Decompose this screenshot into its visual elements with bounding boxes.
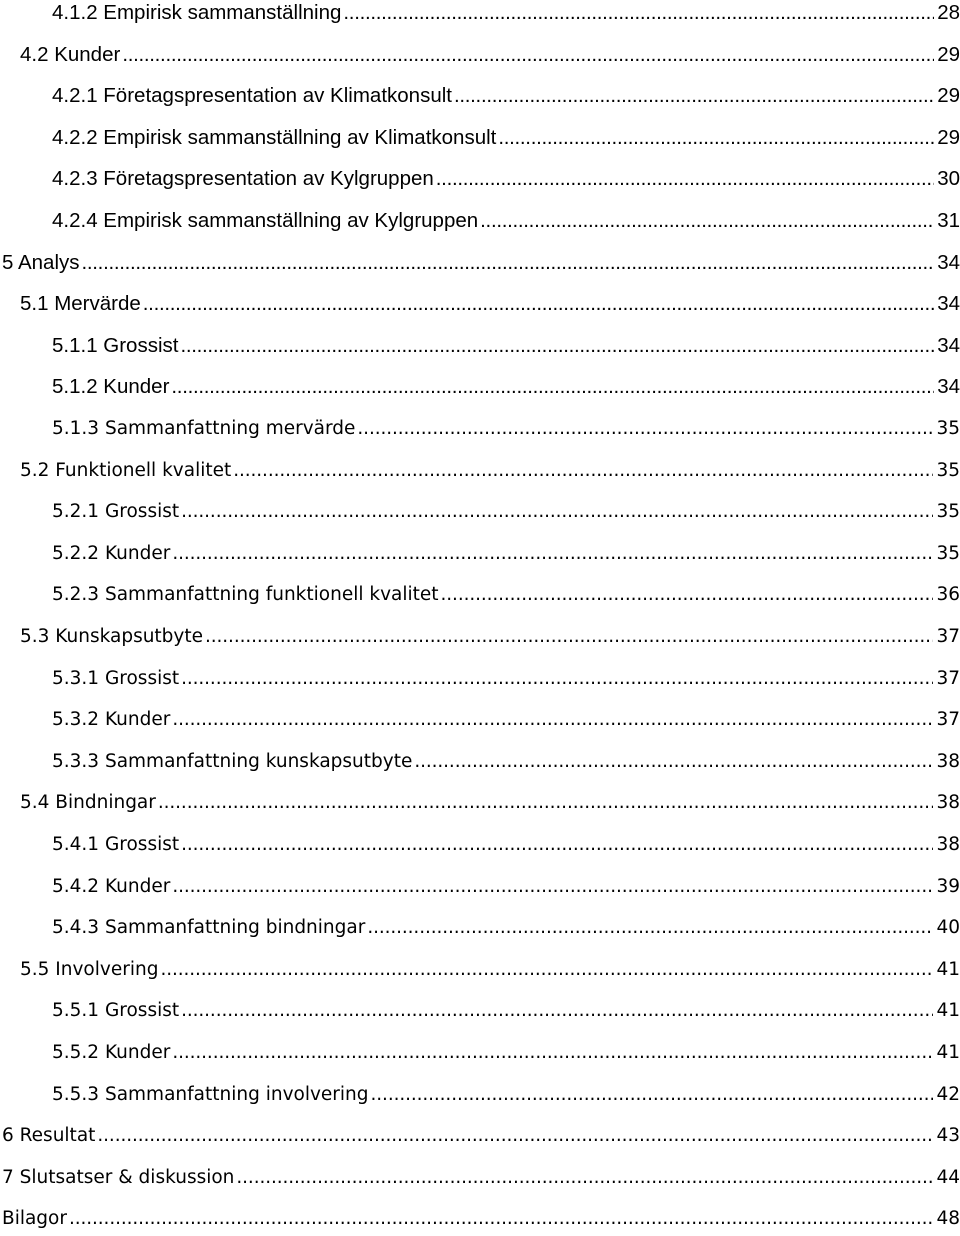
toc-entry-title: 5.4.1 Grossist	[52, 834, 180, 855]
toc-dot-leader	[343, 0, 934, 30]
toc-dot-leader	[181, 994, 933, 1028]
toc-dot-leader	[158, 786, 934, 820]
toc-entry-page: 38	[936, 792, 960, 813]
toc-entry-page: 37	[936, 668, 960, 689]
toc-entry-page: 35	[936, 418, 960, 439]
toc-dot-leader	[143, 287, 934, 321]
toc-dot-leader	[414, 745, 933, 779]
toc-entry-page: 35	[936, 460, 960, 481]
toc-entry-title: 4.2.4 Empirisk sammanställning av Kylgruppen	[52, 209, 479, 232]
toc-dot-leader	[172, 1036, 933, 1070]
toc-dot-leader	[367, 911, 933, 945]
toc-dot-leader	[82, 246, 935, 280]
toc-entry[interactable]	[2, 246, 960, 280]
toc-dot-leader	[172, 537, 933, 571]
toc-entry[interactable]	[52, 911, 960, 945]
toc-entry[interactable]	[52, 1078, 960, 1112]
toc-entry-title: 4.2.2 Empirisk sammanställning av Klimatkonsult	[52, 126, 497, 149]
toc-entry-page: 28	[937, 1, 960, 24]
toc-dot-leader	[180, 329, 934, 363]
toc-dot-leader	[371, 1078, 934, 1112]
toc-entry-title: 5.1.1 Grossist	[52, 334, 179, 357]
toc-entry[interactable]	[52, 204, 960, 238]
toc-entry[interactable]	[20, 38, 960, 72]
toc-entry-page: 34	[937, 334, 960, 357]
toc-dot-leader	[172, 703, 933, 737]
toc-entry-title: 5.1.3 Sammanfattning mervärde	[52, 418, 356, 439]
toc-entry[interactable]	[52, 1036, 960, 1070]
toc-entry[interactable]	[20, 454, 960, 488]
toc-entry[interactable]	[52, 994, 960, 1028]
toc-entry[interactable]	[52, 703, 960, 737]
toc-dot-leader	[454, 79, 934, 113]
toc-entry-title: 5.3 Kunskapsutbyte	[20, 626, 204, 647]
toc-entry-page: 36	[936, 584, 960, 605]
toc-entry-title: 5.5.3 Sammanfattning involvering	[52, 1084, 369, 1105]
toc-dot-leader	[357, 412, 933, 446]
toc-entry[interactable]	[2, 1161, 960, 1195]
toc-dot-leader	[122, 38, 934, 72]
toc-entry-title: 7 Slutsatser & diskussion	[2, 1167, 235, 1188]
toc-entry[interactable]	[52, 745, 960, 779]
toc-entry[interactable]	[52, 578, 960, 612]
toc-entry-title: 5 Analys	[2, 251, 80, 274]
toc-entry[interactable]	[52, 79, 960, 113]
toc-entry[interactable]	[2, 1202, 960, 1236]
toc-entry-page: 40	[936, 917, 960, 938]
toc-entry-title: 5.5.2 Kunder	[52, 1042, 171, 1063]
toc-entry[interactable]	[52, 0, 960, 30]
toc-entry[interactable]	[52, 121, 960, 155]
toc-entry-page: 30	[937, 167, 960, 190]
toc-entry[interactable]	[20, 953, 960, 987]
toc-entry-page: 37	[936, 709, 960, 730]
toc-dot-leader	[233, 454, 933, 488]
toc-entry-title: 5.2 Funktionell kvalitet	[20, 460, 232, 481]
toc-entry[interactable]	[52, 412, 960, 446]
toc-entry[interactable]	[52, 870, 960, 904]
toc-entry[interactable]	[52, 495, 960, 529]
toc-entry-page: 29	[937, 126, 960, 149]
toc-entry-page: 38	[936, 834, 960, 855]
toc-entry-title: 5.2.3 Sammanfattning funktionell kvalitet	[52, 584, 439, 605]
toc-entry-title: 4.2.1 Företagspresentation av Klimatkonsult	[52, 84, 452, 107]
toc-dot-leader	[160, 953, 933, 987]
toc-dot-leader	[172, 870, 933, 904]
toc-dot-leader	[69, 1202, 933, 1236]
toc-entry[interactable]	[52, 828, 960, 862]
toc-entry[interactable]	[52, 329, 960, 363]
toc-entry-page: 42	[936, 1084, 960, 1105]
toc-entry-title: 5.3.2 Kunder	[52, 709, 171, 730]
toc-dot-leader	[205, 620, 933, 654]
toc-dot-leader	[97, 1119, 933, 1153]
toc-entry-page: 34	[937, 292, 960, 315]
toc-dot-leader	[436, 162, 934, 196]
toc-entry-page: 38	[936, 751, 960, 772]
toc-entry[interactable]	[52, 662, 960, 696]
toc-entry-page: 34	[937, 375, 960, 398]
toc-entry[interactable]	[20, 620, 960, 654]
toc-entry-page: 41	[936, 1000, 960, 1021]
toc-entry[interactable]	[20, 786, 960, 820]
toc-entry-title: 4.1.2 Empirisk sammanställning	[52, 1, 342, 24]
toc-entry-title: 5.3.1 Grossist	[52, 668, 180, 689]
toc-dot-leader	[480, 204, 934, 238]
toc-entry-page: 41	[936, 1042, 960, 1063]
toc-dot-leader	[171, 370, 934, 404]
toc-entry-page: 35	[936, 543, 960, 564]
toc-entry[interactable]	[20, 287, 960, 321]
toc-entry-title: 4.2.3 Företagspresentation av Kylgruppen	[52, 167, 434, 190]
toc-entry-title: 5.2.2 Kunder	[52, 543, 171, 564]
toc-entry-title: 5.4 Bindningar	[20, 792, 156, 813]
toc-entry-page: 41	[936, 959, 960, 980]
toc-entry-title: 5.1 Mervärde	[20, 292, 141, 315]
toc-entry[interactable]	[52, 537, 960, 571]
toc-entry[interactable]	[52, 162, 960, 196]
toc-entry-page: 48	[936, 1208, 960, 1229]
toc-entry-title: 4.2 Kunder	[20, 43, 121, 66]
toc-dot-leader	[181, 662, 933, 696]
toc-entry-title: 5.1.2 Kunder	[52, 375, 170, 398]
toc-entry-title: 5.5.1 Grossist	[52, 1000, 180, 1021]
toc-entry-page: 29	[937, 43, 960, 66]
toc-dot-leader	[236, 1161, 933, 1195]
toc-dot-leader	[181, 828, 933, 862]
toc-entry-title: 5.3.3 Sammanfattning kunskapsutbyte	[52, 751, 413, 772]
toc-entry-title: 6 Resultat	[2, 1125, 96, 1146]
toc-entry-page: 31	[937, 209, 960, 232]
toc-dot-leader	[181, 495, 933, 529]
toc-entry-page: 43	[936, 1125, 960, 1146]
toc-entry-page: 37	[936, 626, 960, 647]
toc-dot-leader	[441, 578, 934, 612]
toc-entry[interactable]	[52, 370, 960, 404]
toc-entry-title: 5.4.3 Sammanfattning bindningar	[52, 917, 366, 938]
toc-dot-leader	[498, 121, 934, 155]
toc-entry-page: 39	[936, 876, 960, 897]
toc-entry-page: 34	[937, 251, 960, 274]
toc-entry-title: 5.4.2 Kunder	[52, 876, 171, 897]
toc-entry-page: 44	[936, 1167, 960, 1188]
toc-entry-page: 29	[937, 84, 960, 107]
toc-entry-title: Bilagor	[2, 1208, 67, 1229]
toc-entry-title: 5.2.1 Grossist	[52, 501, 180, 522]
toc-entry-page: 35	[936, 501, 960, 522]
toc-entry-title: 5.5 Involvering	[20, 959, 159, 980]
toc-entry[interactable]	[2, 1119, 960, 1153]
